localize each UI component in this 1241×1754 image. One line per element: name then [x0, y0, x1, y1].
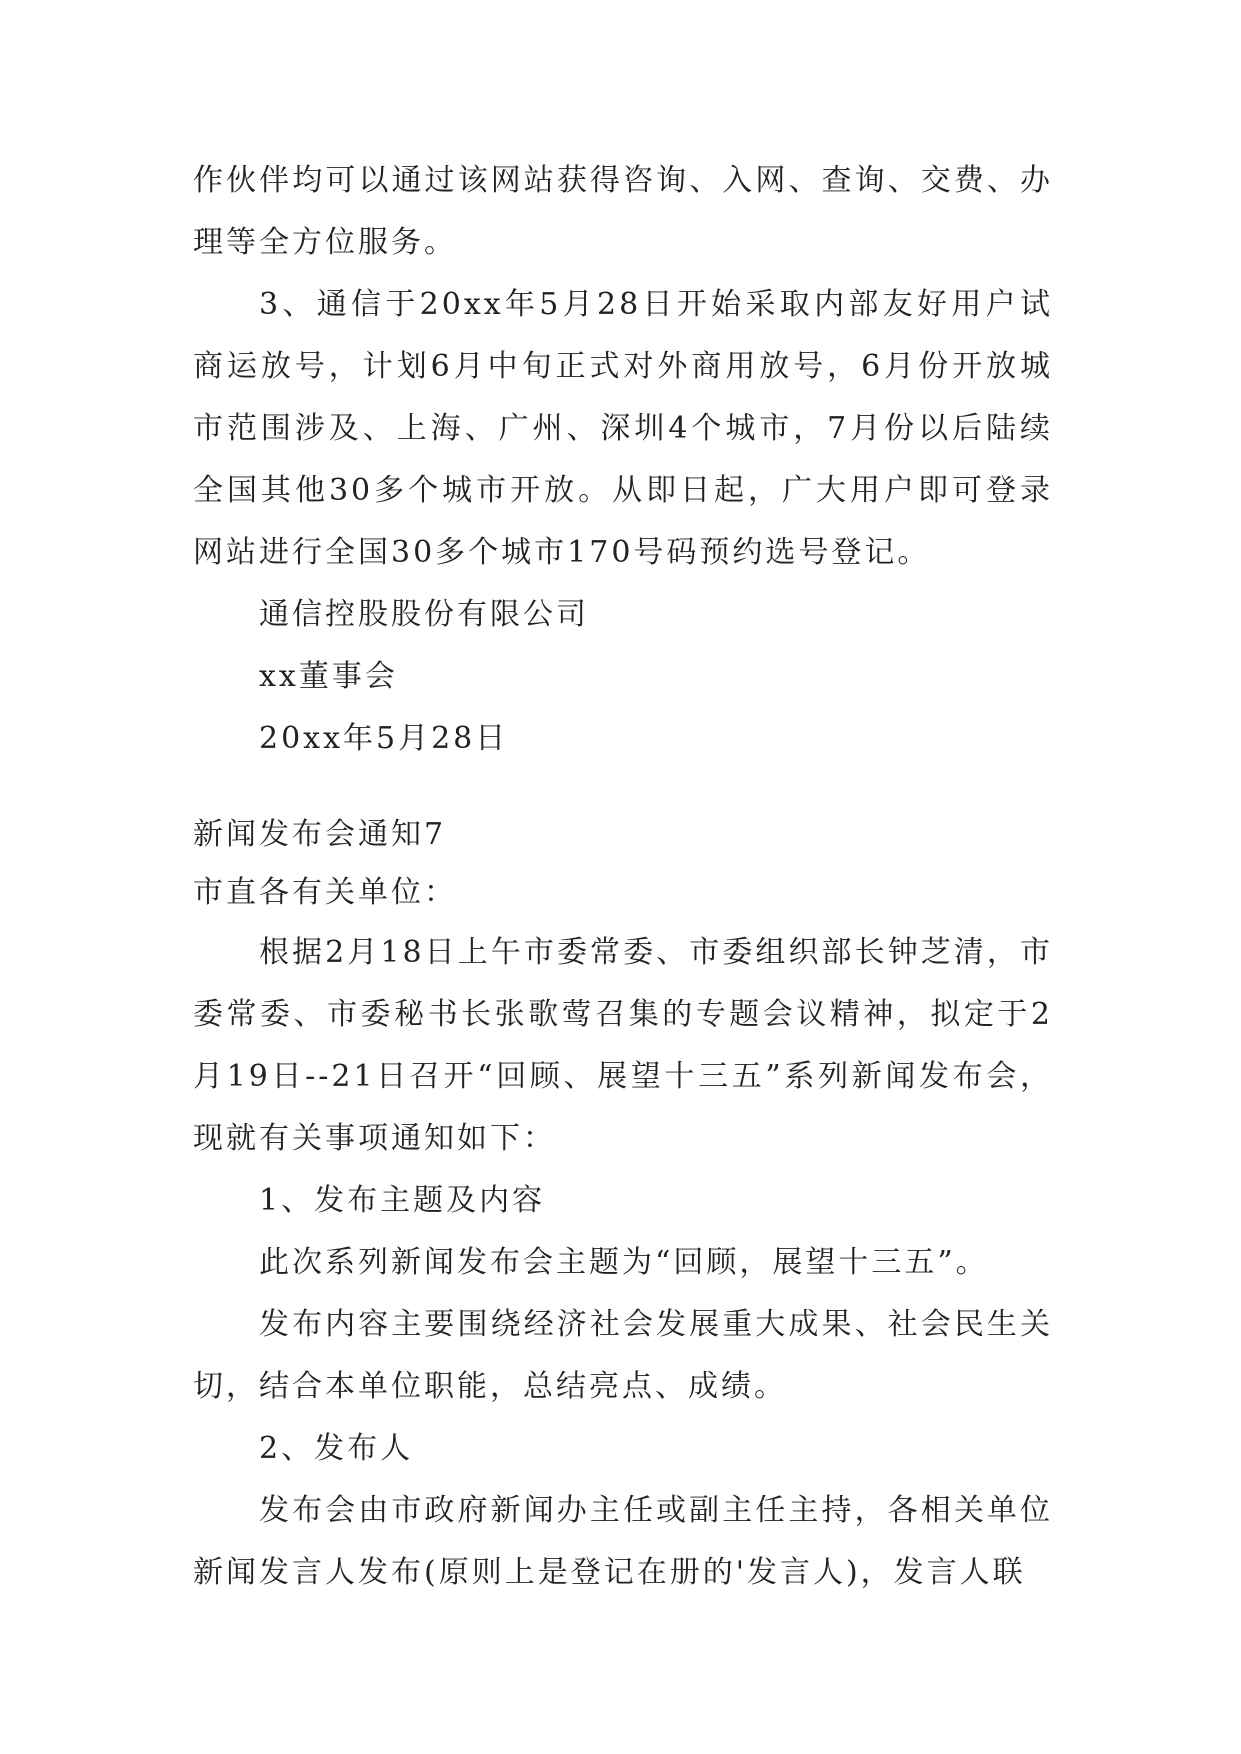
- signature-company: 通信控股股份有限公司: [259, 597, 589, 632]
- item1-theme: 此次系列新闻发布会主题为“回顾，展望十三五”。: [259, 1245, 989, 1280]
- notice-intro: 根据2月18日上午市委常委、市委组织部长钟芝清，市委常委、市委秘书长张歌莺召集的专题会议精神，拟定于2月19日--21日召开“回顾、展望十三五”系列新闻发布会，现就有关事项通知如下：: [193, 935, 1053, 1156]
- document-page: [193, 150, 1053, 1604]
- item2-heading: 2、发布人: [259, 1431, 414, 1466]
- notice-salutation: 市直各有关单位：: [193, 875, 457, 910]
- item2-content: 发布会由市政府新闻办主任或副主任主持，各相关单位新闻发言人发布(原则上是登记在册的'发言人)，发言人联: [193, 1493, 1053, 1590]
- signature-board: xx董事会: [259, 659, 398, 694]
- paragraph-item-3: 3、通信于20xx年5月28日开始采取内部友好用户试商运放号，计划6月中旬正式对外商用放号，6月份开放城市范围涉及、上海、广州、深圳4个城市，7月份以后陆续全国其他30多个城市开放。从即日起，广大用户即可登录网站进行全国30多个城市170号码预约选号登记。: [193, 287, 1053, 570]
- signature-date: 20xx年5月28日: [259, 721, 509, 756]
- item1-content: 发布内容主要围绕经济社会发展重大成果、社会民生关切，结合本单位职能，总结亮点、成绩。: [193, 1307, 1053, 1404]
- notice-title: 新闻发布会通知7: [193, 817, 447, 852]
- item1-heading: 1、发布主题及内容: [259, 1183, 546, 1218]
- paragraph-continued: 作伙伴均可以通过该网站获得咨询、入网、查询、交费、办理等全方位服务。: [193, 163, 1053, 260]
